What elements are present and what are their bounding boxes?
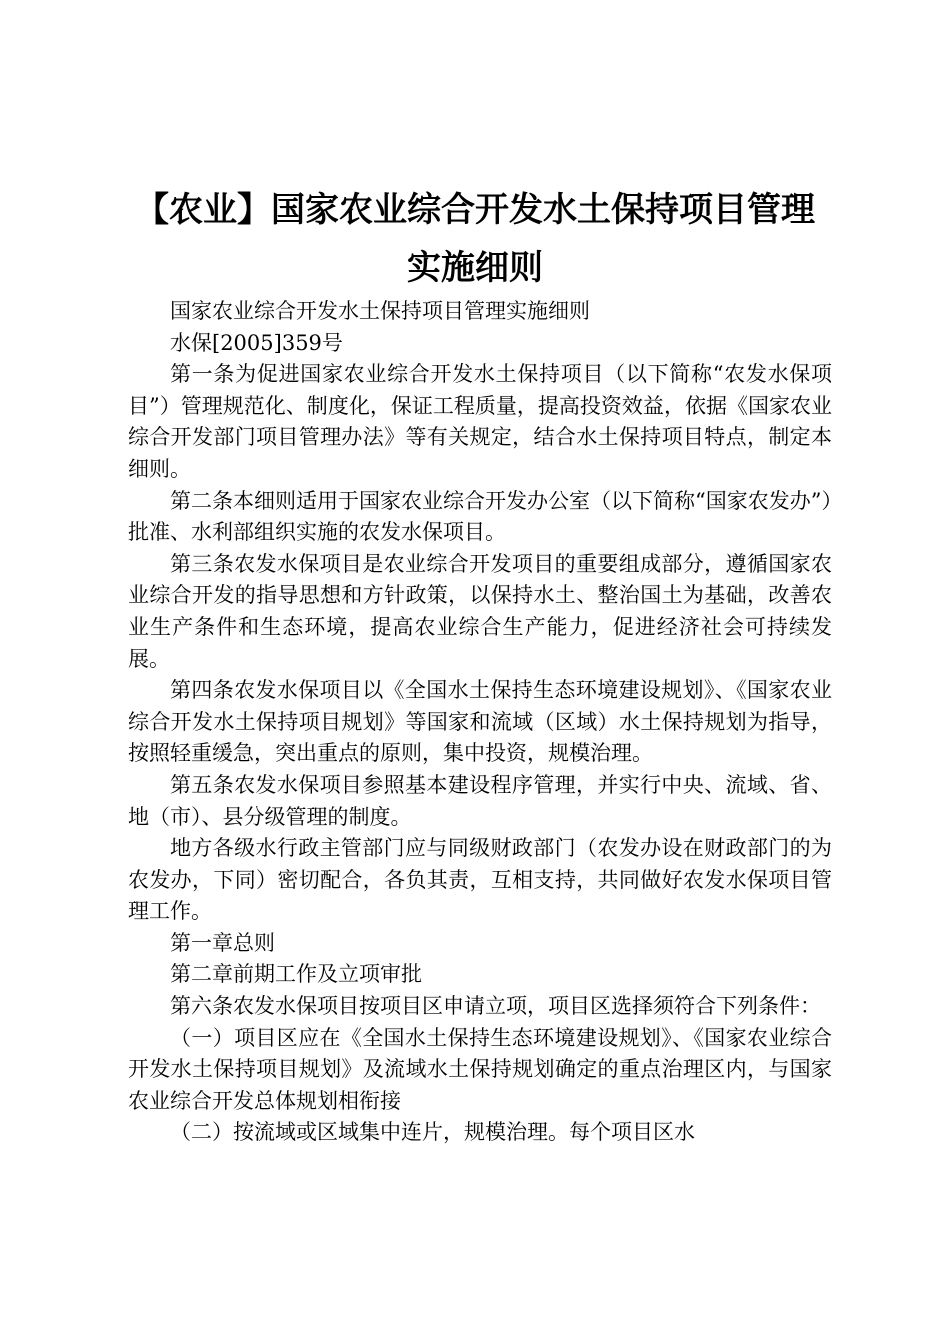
article-2-paragraph: 第二条本细则适用于国家农业综合开发办公室（以下简称“国家农发办”）批准、水利部组织实施的农发水保项目。 [128,488,832,545]
body-paragraph: 地方各级水行政主管部门应与同级财政部门（农发办设在财政部门的为农发办，下同）密切配合，各负其责，互相支持，共同做好农发水保项目管理工作。 [128,836,832,924]
document-title-line-1: 【农业】国家农业综合开发水土保持项目管理 [135,190,815,230]
chapter-heading: 第二章前期工作及立项审批 [170,962,422,987]
list-item-paragraph: （一）项目区应在《全国水土保持生态环境建设规划》、《国家农业综合开发水土保持项目规划》及流域水土保持规划确定的重点治理区内，与国家农业综合开发总体规划相衔接 [128,1025,832,1113]
article-5-paragraph: 第五条农发水保项目参照基本建设程序管理，并实行中央、流域、省、地（市）、县分级管理的制度。 [128,772,832,829]
article-6-paragraph: 第六条农发水保项目按项目区申请立项，项目区选择须符合下列条件： [170,994,821,1019]
article-1-paragraph: 第一条为促进国家农业综合开发水土保持项目（以下简称“农发水保项目”）管理规范化、制度化，保证工程质量，提高投资效益，依据《国家农业综合开发部门项目管理办法》等有关规定，结合水土保持项目特点，制定本细则。 [128,362,832,481]
article-4-paragraph: 第四条农发水保项目以《全国水土保持生态环境建设规划》、《国家农业综合开发水土保持项目规划》等国家和流域（区域）水土保持规划为指导，按照轻重缓急，突出重点的原则，集中投资，规模治理。 [128,678,832,766]
chapter-heading: 第一章总则 [170,930,275,955]
document-title-line-2: 实施细则 [407,248,543,288]
document-body [128,296,832,1149]
list-item-paragraph: （二）按流域或区域集中连片，规模治理。每个项目区水 [170,1120,695,1145]
subtitle-paragraph: 国家农业综合开发水土保持项目管理实施细则 [170,299,590,323]
article-3-paragraph: 第三条农发水保项目是农业综合开发项目的重要组成部分，遵循国家农业综合开发的指导思想和方针政策，以保持水土、整治国土为基础，改善农业生产条件和生态环境，提高农业综合生产能力，促进经济社会可持续发展。 [128,551,832,671]
document-number-paragraph: 水保[2005]359号 [170,330,343,355]
